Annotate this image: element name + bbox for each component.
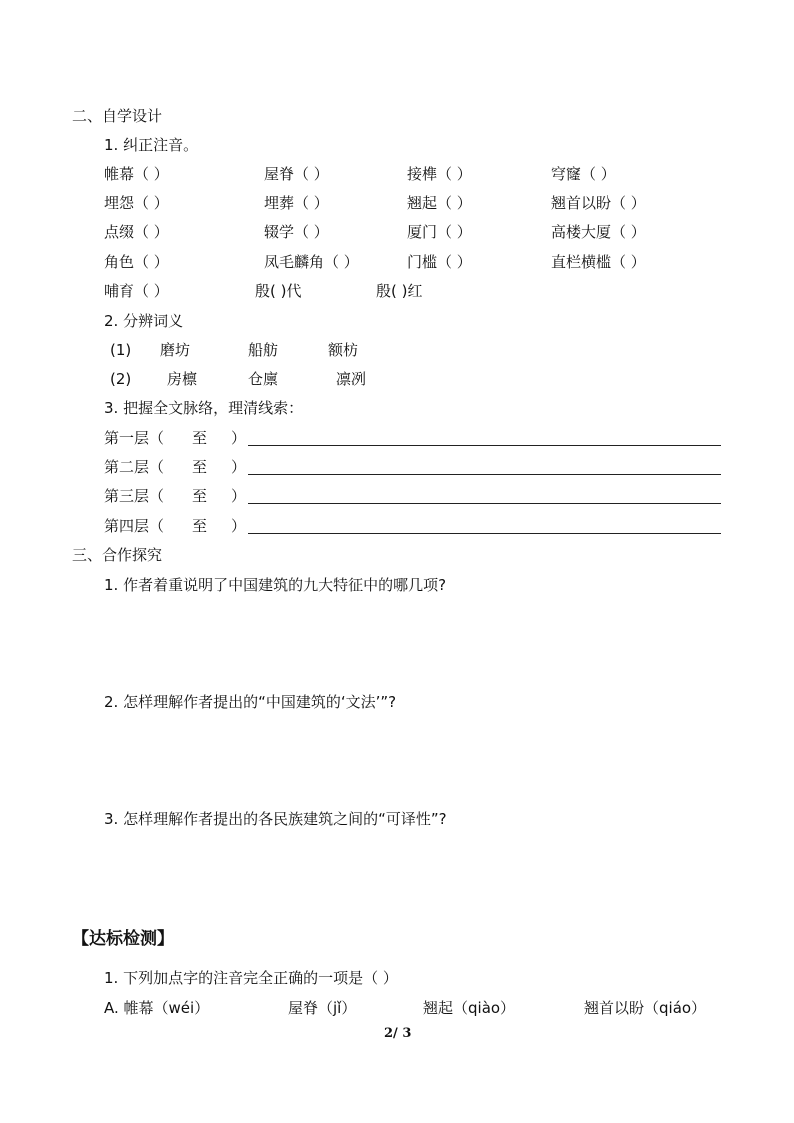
q2-label: 2. 分辨词义 xyxy=(104,312,184,330)
answer-line[interactable] xyxy=(248,474,721,475)
word-item: 房檩 xyxy=(167,370,198,388)
option-a-word: 屋脊（jǐ） xyxy=(288,999,357,1017)
pinyin-item: 高楼大厦（ ） xyxy=(551,223,646,241)
discussion-question: 3. 怎样理解作者提出的各民族建筑之间的“可译性”? xyxy=(104,810,447,828)
word-group-number: (2) xyxy=(110,370,132,388)
pinyin-item: 帷幕（ ） xyxy=(104,165,169,183)
pinyin-item: 门槛（ ） xyxy=(407,253,472,271)
answer-line[interactable] xyxy=(248,445,721,446)
section-heading-self-study: 二、自学设计 xyxy=(72,107,163,125)
layer-to: 至 xyxy=(192,458,208,476)
pinyin-item: 殷( )红 xyxy=(376,282,423,300)
pinyin-item: 角色（ ） xyxy=(104,253,169,271)
word-item: 船舫 xyxy=(248,341,279,359)
layer-to: 至 xyxy=(192,429,208,447)
word-item: 额枋 xyxy=(328,341,359,359)
word-item: 磨坊 xyxy=(160,341,191,359)
layer-to: 至 xyxy=(192,517,208,535)
pinyin-item: 凤毛麟角（ ） xyxy=(264,253,359,271)
option-a: A. 帷幕（wéi） xyxy=(104,999,210,1017)
layer-label: 第三层（ xyxy=(104,487,165,505)
layer-close: ） xyxy=(231,429,247,447)
pinyin-item: 翘首以盼（ ） xyxy=(551,194,646,212)
pinyin-item: 接榫（ ） xyxy=(407,165,472,183)
pinyin-item: 埋怨（ ） xyxy=(104,194,169,212)
word-item: 仓廪 xyxy=(248,370,279,388)
pinyin-item: 屋脊（ ） xyxy=(264,165,329,183)
word-item: 凛冽 xyxy=(336,370,367,388)
layer-close: ） xyxy=(231,487,247,505)
pinyin-item: 殷( )代 xyxy=(255,282,302,300)
page-number: 2/ 3 xyxy=(384,1026,412,1041)
pinyin-item: 厦门（ ） xyxy=(407,223,472,241)
q1-label: 1. 纠正注音。 xyxy=(104,136,199,154)
test-question: 1. 下列加点字的注音完全正确的一项是（ ） xyxy=(104,969,398,987)
layer-close: ） xyxy=(231,517,247,535)
pinyin-item: 埋葬（ ） xyxy=(264,194,329,212)
section-heading-cooperative: 三、合作探究 xyxy=(72,546,163,564)
pinyin-item: 辍学（ ） xyxy=(264,223,329,241)
pinyin-item: 哺育（ ） xyxy=(104,282,169,300)
layer-to: 至 xyxy=(192,487,208,505)
layer-label: 第一层（ xyxy=(104,429,165,447)
pinyin-item: 直栏横槛（ ） xyxy=(551,253,646,271)
pinyin-item: 翘起（ ） xyxy=(407,194,472,212)
section-heading-test: 【达标检测】 xyxy=(72,929,174,949)
discussion-question: 2. 怎样理解作者提出的“中国建筑的‘文法’”? xyxy=(104,693,397,711)
layer-label: 第二层（ xyxy=(104,458,165,476)
option-a-word: 翘首以盼（qiáo） xyxy=(584,999,707,1017)
discussion-question: 1. 作者着重说明了中国建筑的九大特征中的哪几项? xyxy=(104,576,447,594)
answer-line[interactable] xyxy=(248,533,721,534)
word-group-number: (1) xyxy=(110,341,132,359)
layer-close: ） xyxy=(231,458,247,476)
option-a-word: 翘起（qiào） xyxy=(423,999,516,1017)
answer-line[interactable] xyxy=(248,503,721,504)
pinyin-item: 点缀（ ） xyxy=(104,223,169,241)
layer-label: 第四层（ xyxy=(104,517,165,535)
pinyin-item: 穹窿（ ） xyxy=(551,165,616,183)
q3-label: 3. 把握全文脉络，理清线索： xyxy=(104,399,304,417)
